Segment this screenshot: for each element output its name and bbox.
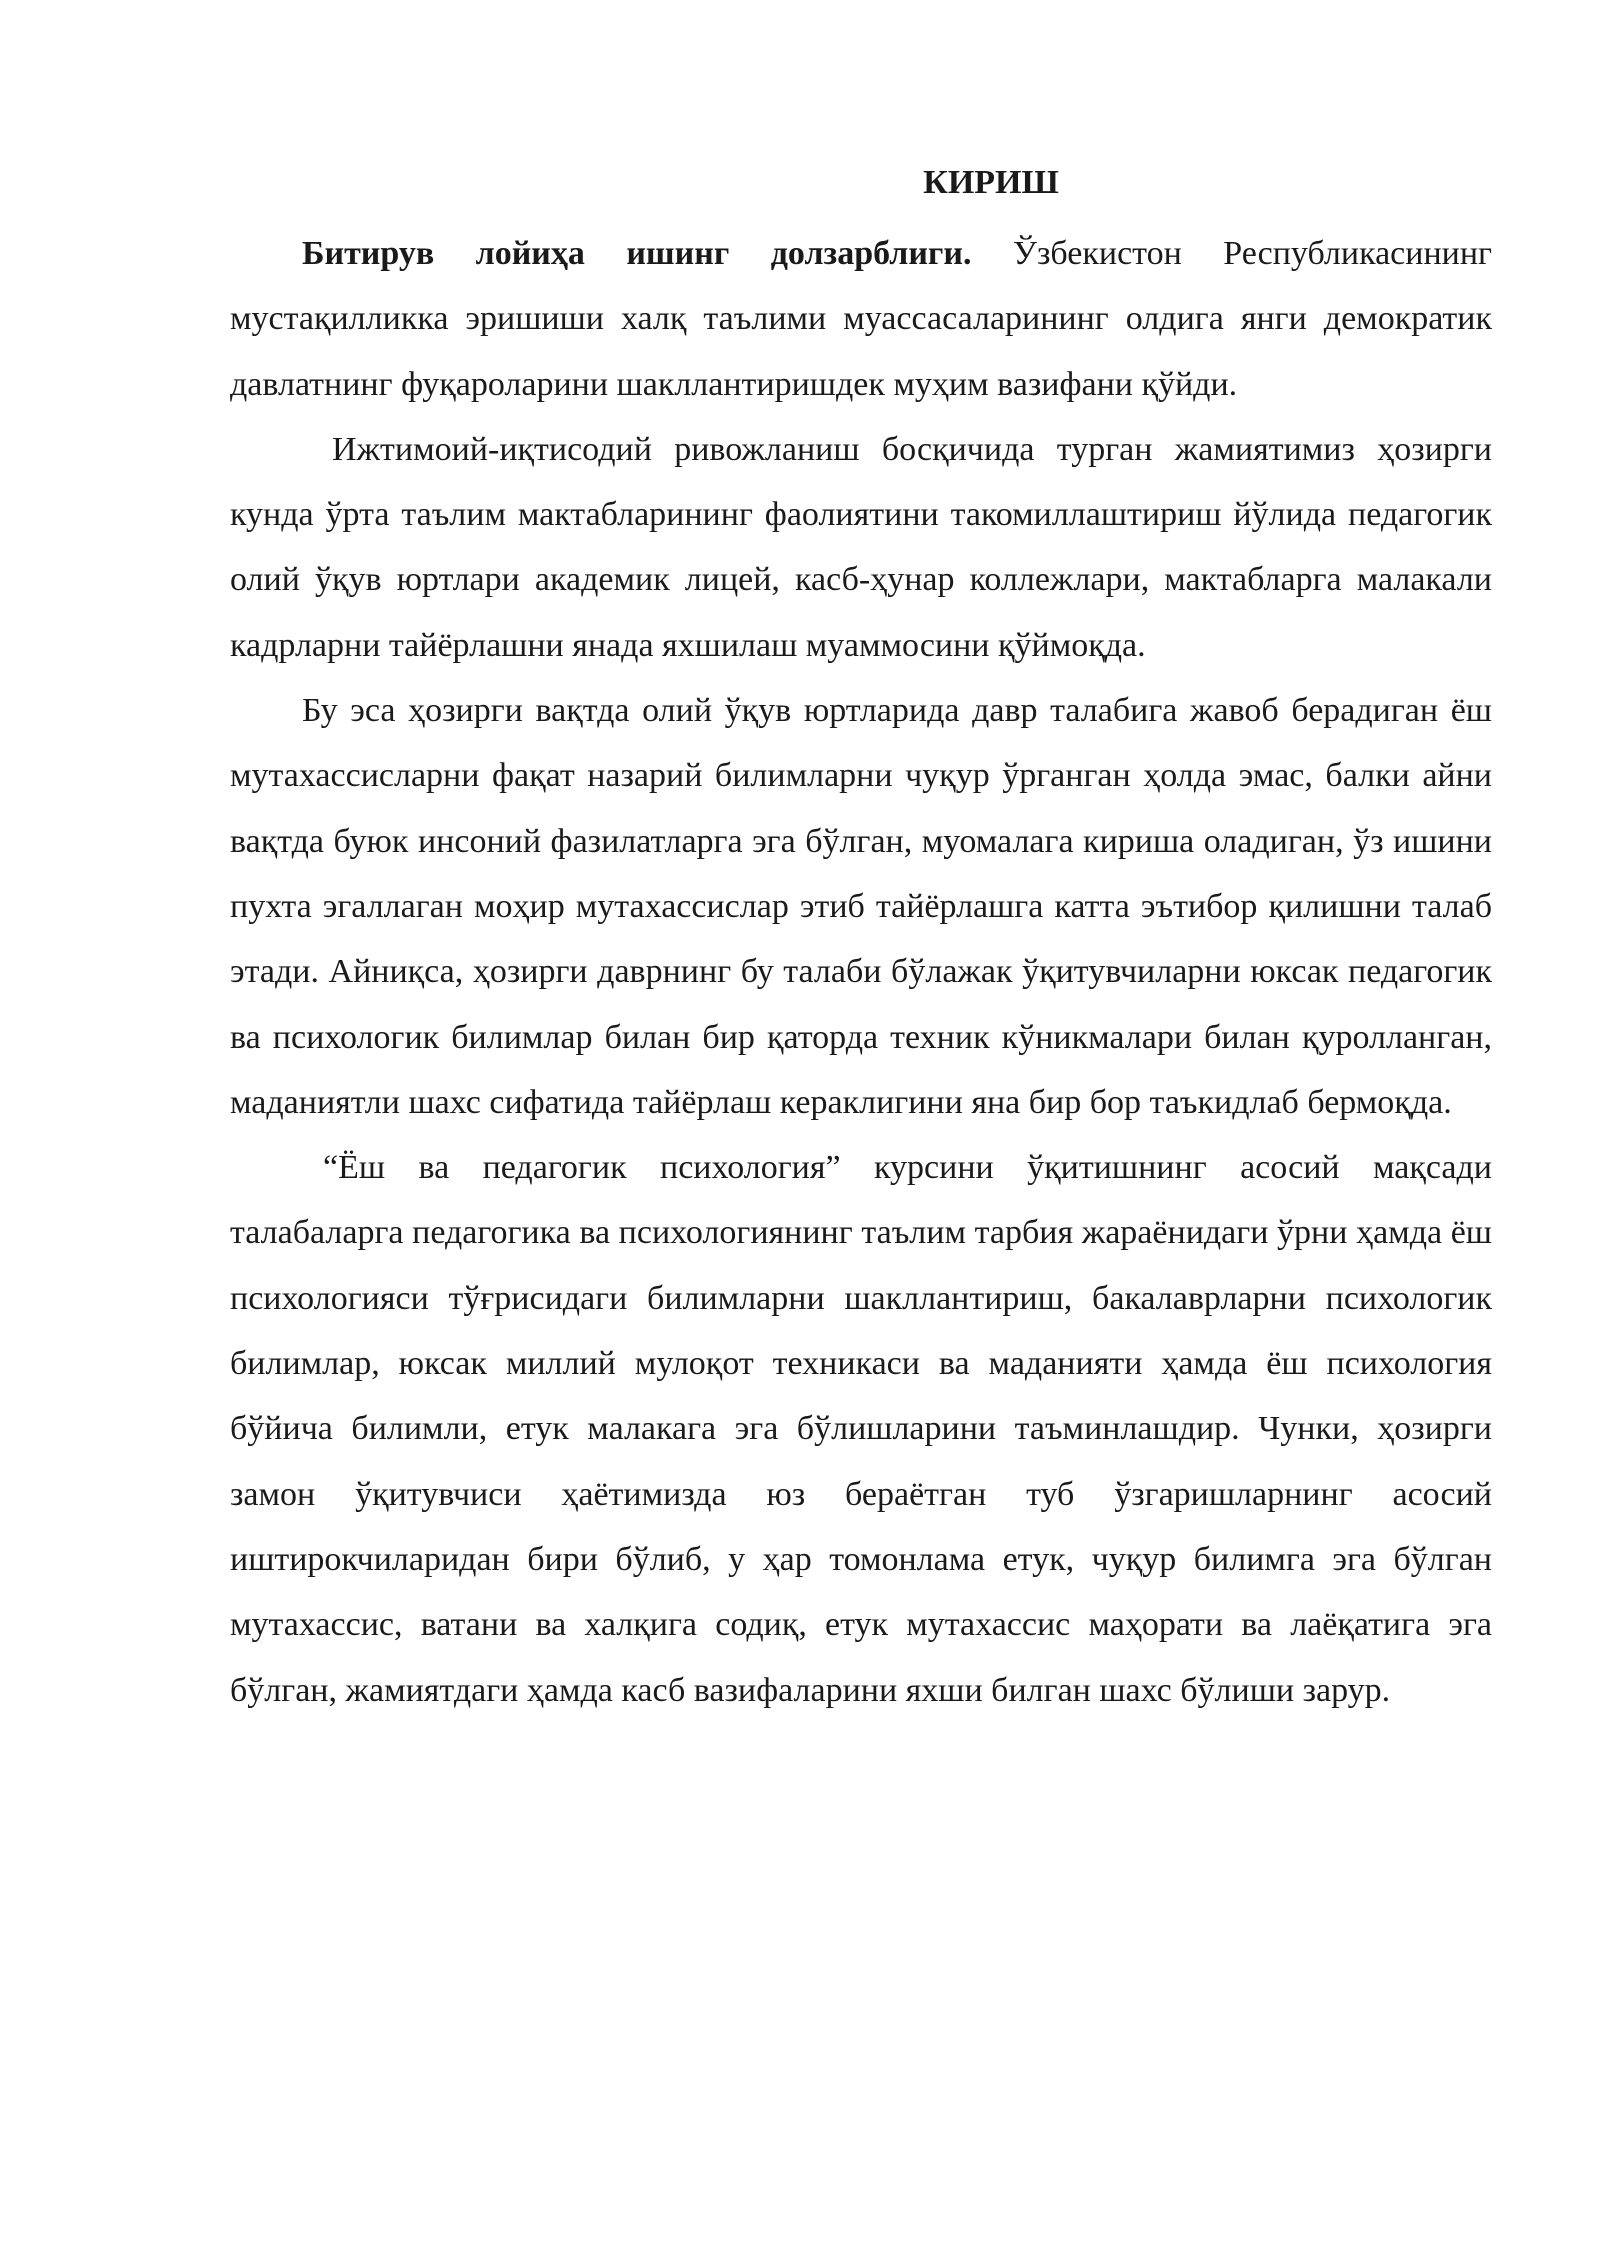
page-content [230,150,1492,1723]
paragraph-specialists: Бу эса ҳозирги вақтда олий ўқув юртларида давр талабига жавоб берадиган ёш мутахассисларни фақат назарий билимларни чуқур ўрганган ҳолда эмас, балки айни вақтда буюк инсоний фазилатларга эга бўлган, муомалага кириша оладиган, ўз ишини пухта эгаллаган моҳир мутахассислар этиб тайёрлашга катта эътибор қилишни талаб этади. Айниқса, ҳозирги даврнинг бу талаби бўлажак ўқитувчиларни юксак педагогик ва психологик билимлар билан бир қаторда техник кўникмалари билан қуролланган, маданиятли шахс сифатида тайёрлаш кераклигини яна бир бор таъкидлаб бермоқда. [230,692,1492,1121]
paragraph-lead: Битирув лойиҳа ишинг долзарблиги. [302,235,972,272]
paragraph-relevance [230,221,1492,417]
section-heading: КИРИШ [923,164,1059,201]
paragraph-course-goal: “Ёш ва педагогик психология” курсини ўқитишнинг асосий мақсади талабаларга педагогика ва психологиянинг таълим тарбия жараёнидаги ўрни ҳамда ёш психологияси тўғрисидаги билимларни шакллантириш, бакалаврларни психологик билимлар, юксак миллий мулоқот техникаси ва маданияти ҳамда ёш психология бўйича билимли, етук малакага эга бўлишларини таъминлашдир. Чунки, ҳозирги замон ўқитувчиси ҳаётимизда юз бераётган туб ўзгаришларнинг асосий иштирокчиларидан бири бўлиб, у ҳар томонлама етук, чуқур билимга эга бўлган мутахассис, ватани ва халқига содиқ, етук мутахассис маҳорати ва лаёқатига эга бўлган, жамиятдаги ҳамда касб вазифаларини яхши билган шахс бўлиши зарур. [230,1149,1492,1709]
paragraph-socioeconomic: Ижтимоий-иқтисодий ривожланиш босқичида турган жамиятимиз ҳозирги кунда ўрта таълим мактабларининг фаолиятини такомиллаштириш йўлида педагогик олий ўқув юртлари академик лицей, касб-ҳунар коллежлари, мактабларга малакали кадрларни тайёрлашни янада яхшилаш муаммосини қўймоқда. [230,430,1492,664]
paragraph-text: Ўзбекистон Республикасининг мустақилликка эришиши халқ таълими муассасаларининг олдига янги демократик давлатнинг фуқароларини шакллантиришдек муҳим вазифани қўйди. [230,235,1492,403]
